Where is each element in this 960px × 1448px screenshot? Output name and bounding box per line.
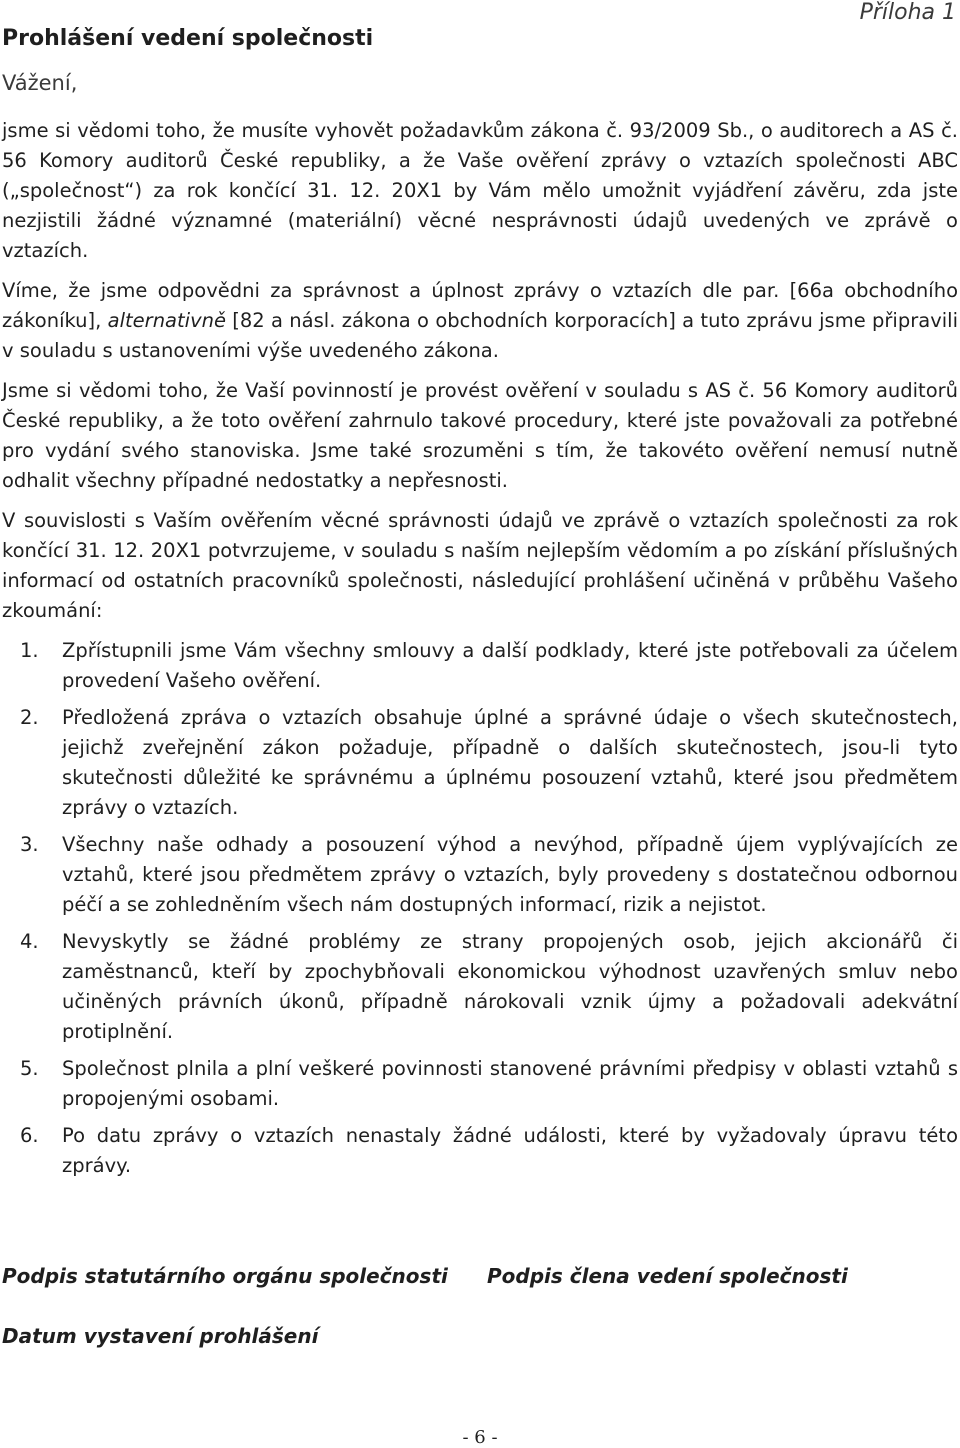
list-text: Společnost plnila a plní veškeré povinnosti stanovené právními předpisy v oblasti vztahů s propojenými osobami.: [62, 1057, 958, 1110]
list-item: [2, 1054, 958, 1114]
page-number: - 6 -: [462, 1427, 498, 1448]
list-text: Po datu zprávy o vztazích nenastaly žádné události, které by vyžadovaly úpravu této zprávy.: [62, 1124, 958, 1177]
list-item: [2, 927, 958, 1047]
list-text: Všechny naše odhady a posouzení výhod a nevýhod, případně újem vyplývajících ze vztahů, které jsou předmětem zprávy o vztazích, byly provedeny s dostatečnou odbornou péčí a se zohledněním všech nám dostupných informací, rizik a nejistot.: [62, 833, 958, 916]
declaration-list: [2, 636, 958, 1181]
issue-date-label: Datum vystavení prohlášení: [2, 1324, 319, 1348]
document-body: [2, 116, 958, 1188]
paragraph-2-part-1: Víme, že jsme odpovědni za správnost a úplnost zprávy o vztazích dle par. [66a obchodního zákoníku],: [2, 279, 958, 332]
list-number: 2.: [20, 706, 39, 729]
paragraph-2: [2, 276, 958, 366]
paragraph-2-italic: alternativně: [107, 309, 226, 332]
paragraph-3: Jsme si vědomi toho, že Vaší povinností je provést ověření v souladu s AS č. 56 Komory auditorů České republiky, a že toto ověření zahrnulo takové procedury, které jste považovali za potřebné pro vydání svého stanoviska. Jsme také srozuměni s tím, že takovéto ověření nemusí nutně odhalit všechny případné nedostatky a nepřesnosti.: [2, 379, 958, 492]
paragraph-4: V souvislosti s Vaším ověřením věcné správnosti údajů ve zprávě o vztazích společnosti za rok končící 31. 12. 20X1 potvrzujeme, v souladu s naším nejlepším vědomím a po získání příslušných informací od ostatních pracovníků společnosti, následující prohlášení učiněná v průběhu Vašeho zkoumání:: [2, 509, 958, 622]
list-text: Nevyskytly se žádné problémy ze strany propojených osob, jejich akcionářů či zaměstnanců, kteří by zpochybňovali ekonomickou výhodnost uzavřených smluv nebo učiněných právních úkonů, případně nárokovali vznik újmy a požadovali adekvátní protiplnění.: [62, 930, 958, 1043]
list-number: 3.: [20, 833, 39, 856]
list-number: 6.: [20, 1124, 39, 1147]
list-text: Předložená zpráva o vztazích obsahuje úplné a správné údaje o všech skutečnostech, jejichž zveřejnění zákon požaduje, případně o dalších skutečnostech, jsou-li tyto skutečnosti důležité ke správnému a úplnému posouzení vztahů, které jsou předmětem zprávy o vztazích.: [62, 706, 958, 819]
list-item: [2, 703, 958, 823]
list-number: 5.: [20, 1057, 39, 1080]
list-item: [2, 1121, 958, 1181]
list-item: [2, 636, 958, 696]
list-number: 1.: [20, 639, 39, 662]
greeting: Vážení,: [2, 71, 78, 95]
annex-label: Příloha 1: [859, 0, 956, 25]
list-text: Zpřístupnili jsme Vám všechny smlouvy a další podklady, které jste potřebovali za účelem provedení Vašeho ověření.: [62, 639, 958, 692]
document-title: Prohlášení vedení společnosti: [2, 26, 374, 51]
list-item: [2, 830, 958, 920]
list-number: 4.: [20, 930, 39, 953]
signature-statutory-label: Podpis statutárního orgánu společnosti: [2, 1264, 448, 1288]
paragraph-2-part-2: [82 a násl. zákona o obchodních korporacích] a tuto zprávu jsme připravili v souladu s ustanoveními výše uvedeného zákona.: [2, 309, 958, 362]
signature-management-label: Podpis člena vedení společnosti: [487, 1264, 848, 1288]
paragraph-1: jsme si vědomi toho, že musíte vyhovět požadavkům zákona č. 93/2009 Sb., o auditorech a AS č. 56 Komory auditorů České republiky, a že Vaše ověření zprávy o vztazích společnosti ABC („společnost“) za rok končící 31. 12. 20X1 by Vám mělo umožnit vyjádření závěru, zda jste nezjistili žádné významné (materiální) věcné nesprávnosti údajů uvedených ve zprávě o vztazích.: [2, 119, 958, 262]
